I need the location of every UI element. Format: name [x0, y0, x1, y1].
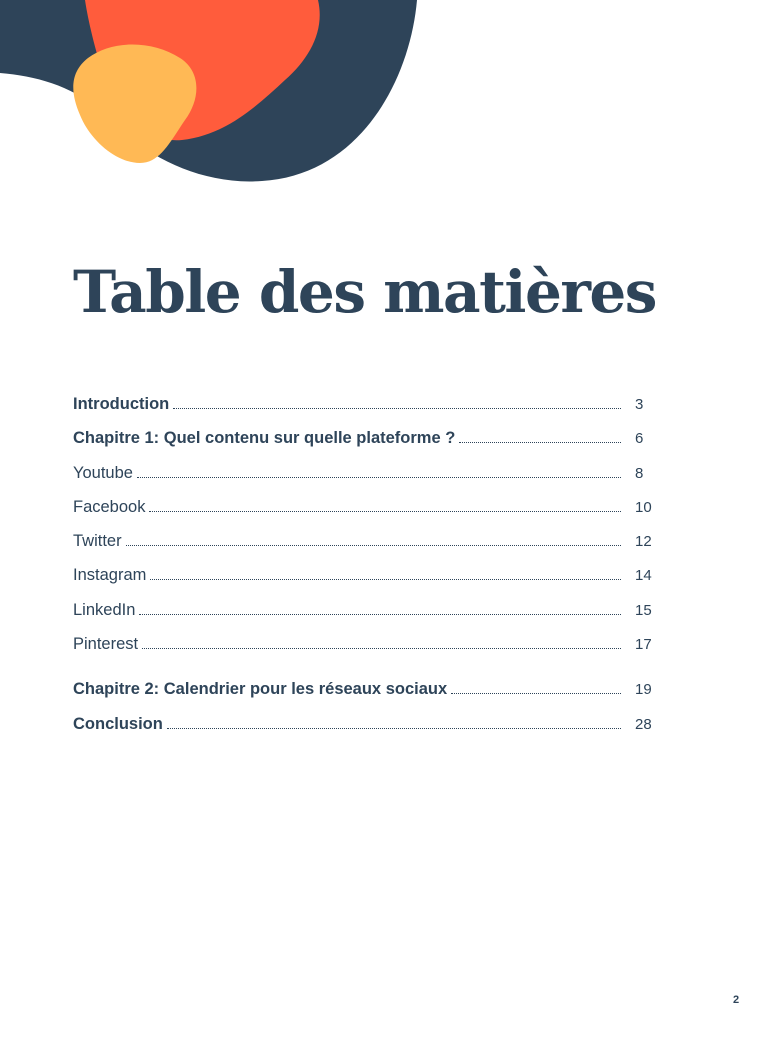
toc-entry-chapitre-2[interactable] — [73, 680, 668, 714]
toc-leader-dots — [142, 648, 621, 649]
toc-entry-facebook[interactable] — [73, 498, 668, 532]
toc-entry-instagram[interactable] — [73, 566, 668, 600]
toc-label: LinkedIn — [73, 600, 136, 619]
toc-page-number: 10 — [635, 498, 652, 516]
toc-leader-dots — [173, 408, 621, 409]
page-number: 2 — [732, 994, 740, 1006]
table-of-contents — [73, 395, 668, 749]
toc-page-number: 19 — [635, 681, 652, 699]
toc-entry-conclusion[interactable] — [73, 715, 668, 749]
toc-leader-dots — [459, 442, 621, 443]
toc-label: Chapitre 1: Quel contenu sur quelle plateforme ? — [73, 429, 456, 448]
toc-leader-dots — [167, 728, 621, 729]
toc-page-number: 3 — [635, 396, 644, 413]
toc-label: Instagram — [73, 566, 147, 585]
toc-label: Pinterest — [73, 635, 139, 654]
toc-entry-chapitre-1[interactable] — [73, 429, 668, 463]
toc-label: Facebook — [73, 497, 146, 516]
toc-entry-twitter[interactable] — [73, 532, 668, 566]
toc-leader-dots — [139, 614, 621, 615]
decorative-blobs — [0, 0, 773, 200]
toc-entry-linkedin[interactable] — [73, 601, 668, 635]
toc-page-number: 28 — [635, 715, 652, 733]
toc-label: Conclusion — [73, 714, 163, 733]
toc-page-number: 12 — [635, 533, 652, 551]
toc-leader-dots — [149, 511, 621, 512]
toc-leader-dots — [126, 545, 621, 546]
page-title: Table des matières — [73, 258, 656, 326]
toc-entry-youtube[interactable] — [73, 464, 668, 498]
toc-page-number: 14 — [635, 567, 652, 585]
toc-leader-dots — [137, 477, 621, 478]
toc-page-number: 15 — [635, 601, 652, 619]
toc-label: Youtube — [73, 463, 133, 482]
toc-label: Introduction — [73, 395, 170, 413]
toc-label: Chapitre 2: Calendrier pour les réseaux sociaux — [73, 680, 448, 699]
toc-leader-dots — [150, 579, 621, 580]
toc-entry-pinterest[interactable] — [73, 635, 668, 669]
toc-page-number: 8 — [635, 464, 644, 482]
toc-page-number: 17 — [635, 636, 652, 654]
toc-label: Twitter — [73, 532, 122, 551]
toc-leader-dots — [451, 693, 621, 694]
toc-entry-introduction[interactable] — [73, 395, 668, 429]
toc-page-number: 6 — [635, 430, 644, 448]
